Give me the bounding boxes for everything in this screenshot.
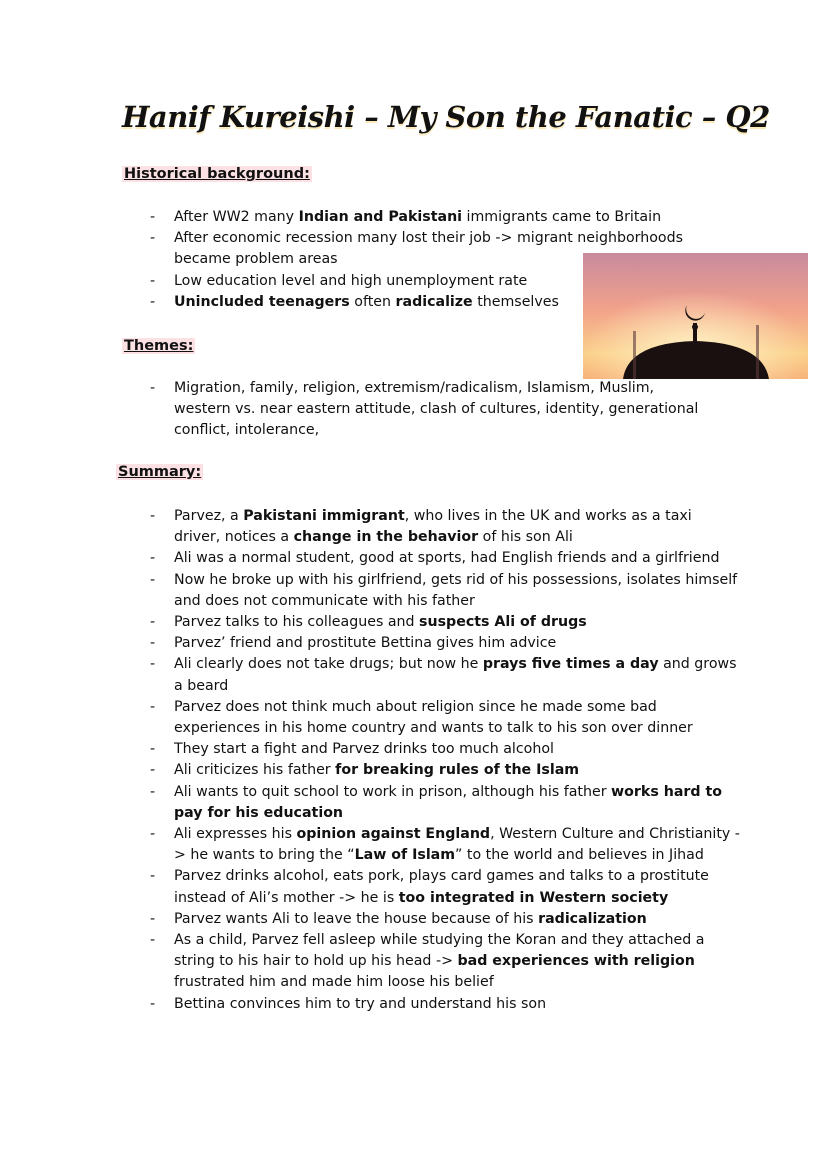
text: ” to the world and believes in Jihad	[455, 847, 704, 864]
summary-bullet	[150, 782, 740, 824]
themes-heading: Themes:	[124, 338, 194, 354]
text: themselves	[472, 293, 559, 310]
text: Low education level and high unemployment rate	[174, 272, 528, 289]
summary-bullet	[150, 697, 740, 739]
text: Parvez, a	[174, 508, 244, 524]
text: Now he broke up with his girlfriend, gets rid of his possessions, isolates himself and does not communicate with his father	[174, 571, 738, 609]
text: As a child, Parvez fell asleep while studying the Koran and they attached a string to his hair to hold up his head ->	[174, 932, 705, 970]
text: Parvez does not think much about religion since he made some bad experiences in his home country and wants to talk to his son over dinner	[174, 698, 693, 737]
text: Ali expresses his	[174, 826, 297, 843]
summary-bullet	[150, 654, 740, 696]
summary-heading: Summary:	[118, 464, 202, 480]
text: , Western Culture and Christianity -> he wants to bring the “	[174, 826, 740, 864]
historical-bullet	[150, 207, 720, 228]
bold-text: works hard to pay for his education	[174, 783, 723, 821]
text: frustrated him and made him loose his belief	[174, 974, 494, 991]
page-title: Hanif Kureishi – My Son the Fanatic – Q2	[122, 100, 770, 134]
summary-bullet	[150, 994, 740, 1015]
text: Migration, family, religion, extremism/radicalism, Islamism, Muslim, western vs. near eastern attitude, clash of cultures, identity, generational conflict, intolerance,	[174, 380, 699, 439]
bold-text: suspects Ali of drugs	[419, 614, 587, 631]
text: , who lives in the UK and works as a taxi driver, notices a	[174, 508, 692, 546]
summary-bullet	[150, 760, 740, 781]
text: of his son Ali	[478, 529, 573, 546]
bold-text: Pakistani immigrant	[243, 508, 405, 524]
text: Ali criticizes his father	[174, 762, 336, 779]
bold-text: too integrated in Western society	[398, 889, 669, 906]
text: Parvez drinks alcohol, eats pork, plays card games and talks to a prostitute instead of Ali’s mother -> he is	[174, 868, 709, 906]
summary-bullet	[150, 506, 740, 548]
bold-text: change in the behavior	[293, 529, 479, 546]
text: Parvez talks to his colleagues and	[174, 614, 420, 631]
themes-bullet	[150, 378, 710, 442]
text: Ali clearly does not take drugs; but now he	[174, 656, 483, 673]
text: often	[349, 293, 396, 310]
text: They start a fight and Parvez drinks too much alcohol	[174, 741, 554, 758]
themes-list	[150, 378, 710, 442]
summary-bullet	[150, 909, 740, 930]
bold-text: prays five times a day	[482, 656, 659, 673]
text: Parvez’ friend and prostitute Bettina gives him advice	[174, 635, 557, 652]
text: Bettina convinces him to try and understand his son	[174, 995, 547, 1012]
mosque-dome-crescent-sunset-icon	[583, 253, 808, 379]
summary-bullet	[150, 739, 740, 760]
summary-bullet	[150, 633, 740, 654]
bold-text: for breaking rules of the Islam	[335, 762, 580, 779]
bold-text: Law of Islam	[354, 847, 456, 864]
text: immigrants came to Britain	[462, 209, 662, 225]
bold-text: opinion against England	[296, 826, 491, 843]
bold-text: Indian and Pakistani	[298, 209, 463, 225]
historical-heading: Historical background:	[124, 166, 310, 182]
text: After economic recession many lost their job -> migrant neighborhoods became problem areas	[174, 230, 683, 268]
text: Ali was a normal student, good at sports, had English friends and a girlfriend	[174, 550, 720, 567]
bold-text: radicalize	[395, 293, 473, 310]
text: Ali wants to quit school to work in prison, although his father	[174, 783, 612, 800]
summary-bullet	[150, 548, 740, 569]
text: After WW2 many	[174, 209, 299, 225]
summary-bullet	[150, 570, 740, 612]
summary-list	[150, 506, 740, 1015]
bold-text: bad experiences with religion	[457, 953, 695, 970]
bold-text: radicalization	[538, 910, 647, 927]
summary-bullet	[150, 612, 740, 633]
text: Parvez wants Ali to leave the house because of his	[174, 910, 539, 927]
bold-text: Unincluded teenagers	[174, 293, 350, 310]
summary-bullet	[150, 930, 740, 994]
summary-bullet	[150, 824, 740, 866]
text: and grows a beard	[174, 656, 737, 694]
summary-bullet	[150, 866, 740, 908]
